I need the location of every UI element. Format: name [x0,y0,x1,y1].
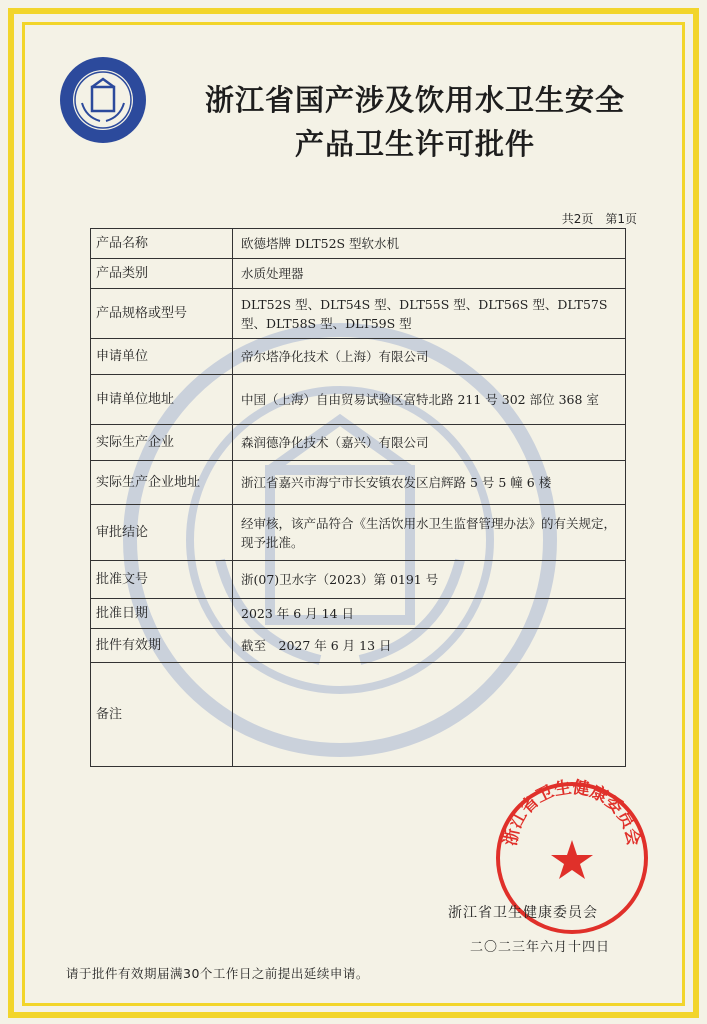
table-row [91,375,626,425]
row-label: 备注 [91,663,233,767]
row-label: 产品规格或型号 [91,289,233,339]
row-value: 森润德净化技术（嘉兴）有限公司 [233,425,626,461]
row-value: 欧德塔牌 DLT52S 型软水机 [233,229,626,259]
table-row [91,289,626,339]
row-value: 经审核，该产品符合《生活饮用水卫生监督管理办法》的有关规定，现予批准。 [233,505,626,561]
issuing-authority: 浙江省卫生健康委员会 [448,905,598,921]
page-count: 共2页 第1页 [561,212,637,226]
row-label: 申请单位 [91,339,233,375]
table-row [91,461,626,505]
table-row [91,599,626,629]
row-value: 中国（上海）自由贸易试验区富特北路 211 号 302 部位 368 室 [233,375,626,425]
row-label: 批准文号 [91,561,233,599]
row-label: 申请单位地址 [91,375,233,425]
svg-text:浙江省卫生健康委员会 [500,778,645,847]
renewal-note: 请于批件有效期届满30个工作日之前提出延续申请。 [66,966,369,981]
row-value: 2023 年 6 月 14 日 [233,599,626,629]
row-value: 浙(07)卫水字（2023）第 0191 号 [233,561,626,599]
row-label: 产品名称 [91,229,233,259]
document-title [160,78,670,166]
table-row [91,505,626,561]
table-row [91,663,626,767]
row-value: DLT52S 型、DLT54S 型、DLT55S 型、DLT56S 型、DLT57S 型、DLT58S 型、DLT59S 型 [233,289,626,339]
issue-date: 二〇二三年六月十四日 [470,940,611,955]
row-label: 产品类别 [91,259,233,289]
table-row [91,339,626,375]
row-label: 实际生产企业 [91,425,233,461]
row-label: 批准日期 [91,599,233,629]
row-label: 批件有效期 [91,629,233,663]
row-value: 水质处理器 [233,259,626,289]
row-value: 截至 2027 年 6 月 13 日 [233,629,626,663]
row-value [233,663,626,767]
table-row [91,425,626,461]
table-row [91,229,626,259]
row-label: 审批结论 [91,505,233,561]
table-row [91,259,626,289]
table-row [91,561,626,599]
table-row [91,629,626,663]
row-value: 浙江省嘉兴市海宁市长安镇农发区启辉路 5 号 5 幢 6 楼 [233,461,626,505]
title-line-2: 产品卫生许可批件 [294,127,535,161]
health-inspection-logo [58,55,148,145]
row-label: 实际生产企业地址 [91,461,233,505]
seal-text: 浙江省卫生健康委员会 [500,778,644,848]
row-value: 帝尔塔净化技术（上海）有限公司 [233,339,626,375]
permit-table [90,228,626,767]
title-line-1: 浙江省国产涉及饮用水卫生安全 [204,83,625,117]
